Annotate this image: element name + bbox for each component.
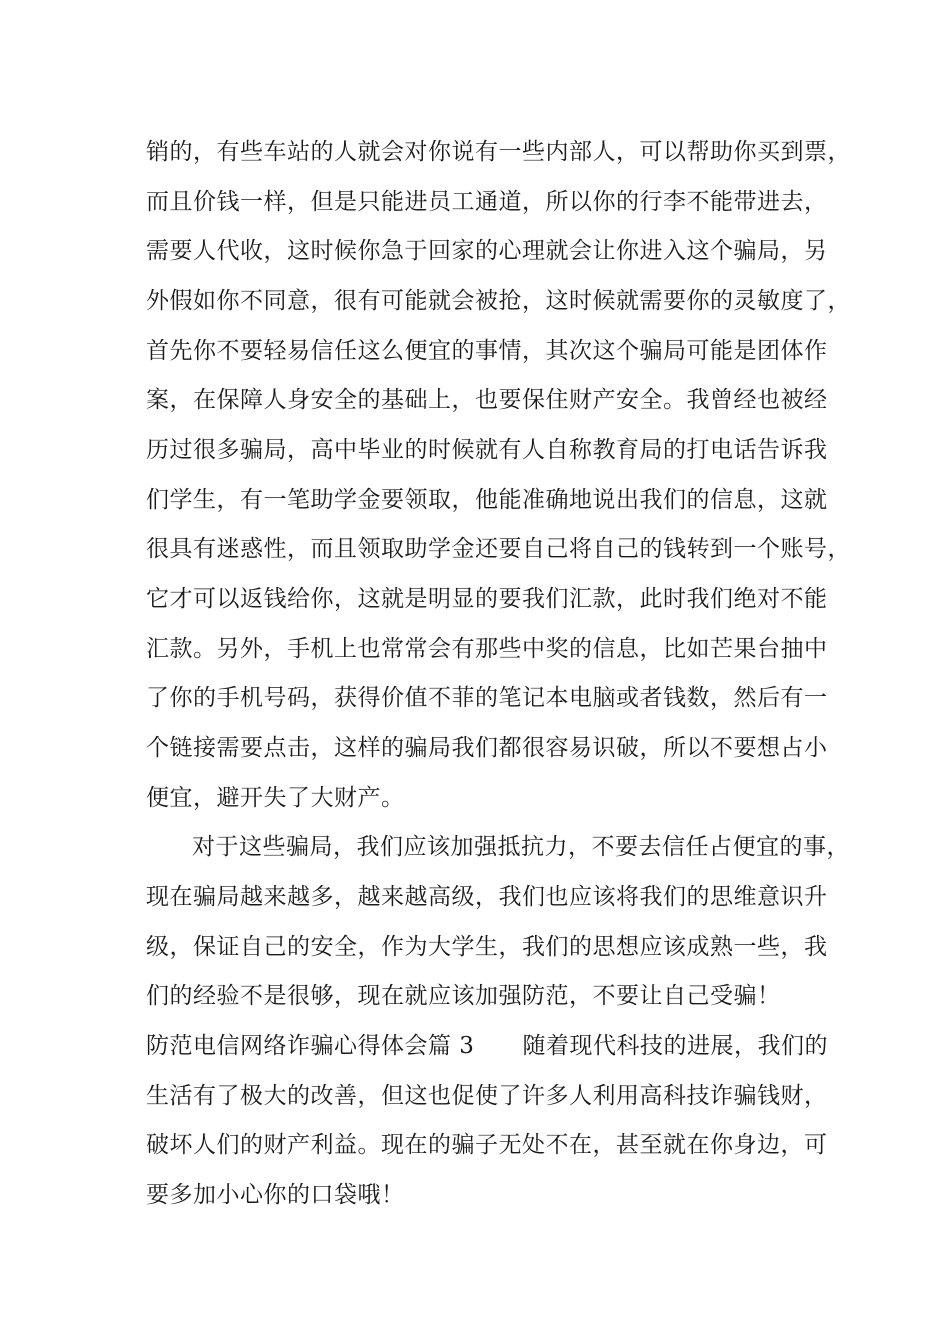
body-text-line: 首先你不要轻易信任这么便宜的事情，其次这个骗局可能是团体作 xyxy=(146,338,828,364)
body-text-line: 而且价钱一样，但是只能进员工通道，所以你的行李不能带进去， xyxy=(146,189,828,215)
body-text-line: 案，在保障人身安全的基础上，也要保住财产安全。我曾经也被经 xyxy=(146,387,828,413)
section-first-text: 随着现代科技的进展，我们的 xyxy=(522,1033,828,1059)
body-text-line: 很具有迷惑性，而且领取助学金还要自己将自己的钱转到一个账号， xyxy=(146,536,851,562)
body-text-line: 们学生，有一笔助学金要领取，他能准确地说出我们的信息，这就 xyxy=(146,487,828,513)
body-text-line: 生活有了极大的改善，但这也促使了许多人利用高科技诈骗钱财， xyxy=(146,1083,828,1109)
body-text-line: 它才可以返钱给你，这就是明显的要我们汇款，此时我们绝对不能 xyxy=(146,586,828,612)
section-heading: 防范电信网络诈骗心得体会篇 3 xyxy=(146,1033,475,1059)
body-text-line: 个链接需要点击，这样的骗局我们都很容易识破，所以不要想占小 xyxy=(146,735,828,761)
body-text-line: 需要人代收，这时候你急于回家的心理就会让你进入这个骗局，另 xyxy=(146,238,828,264)
body-text-line: 对于这些骗局，我们应该加强抵抗力，不要去信任占便宜的事， xyxy=(192,834,850,860)
body-text-line: 破坏人们的财产利益。现在的骗子无处不在，甚至就在你身边，可 xyxy=(146,1132,828,1158)
body-text-line: 外假如你不同意，很有可能就会被抢，这时候就需要你的灵敏度了， xyxy=(146,288,851,314)
body-text-line: 们的经验不是很够，现在就应该加强防范，不要让自己受骗！ xyxy=(146,983,781,1009)
body-text-line: 现在骗局越来越多，越来越高级，我们也应该将我们的思维意识升 xyxy=(146,884,828,910)
section-heading-line xyxy=(146,1031,846,1061)
body-text-line: 了你的手机号码，获得价值不菲的笔记本电脑或者钱数，然后有一 xyxy=(146,685,828,711)
body-text-line: 级，保证自己的安全，作为大学生，我们的思想应该成熟一些，我 xyxy=(146,934,828,960)
body-text-line: 便宜，避开失了大财产。 xyxy=(146,785,405,811)
body-text-line: 要多加小心你的口袋哦！ xyxy=(146,1182,405,1208)
body-text-line: 历过很多骗局，高中毕业的时候就有人自称教育局的打电话告诉我 xyxy=(146,437,828,463)
body-text-line: 销的，有些车站的人就会对你说有一些内部人，可以帮助你买到票， xyxy=(146,139,851,165)
body-text-line: 汇款。另外，手机上也常常会有那些中奖的信息，比如芒果台抽中 xyxy=(146,636,828,662)
